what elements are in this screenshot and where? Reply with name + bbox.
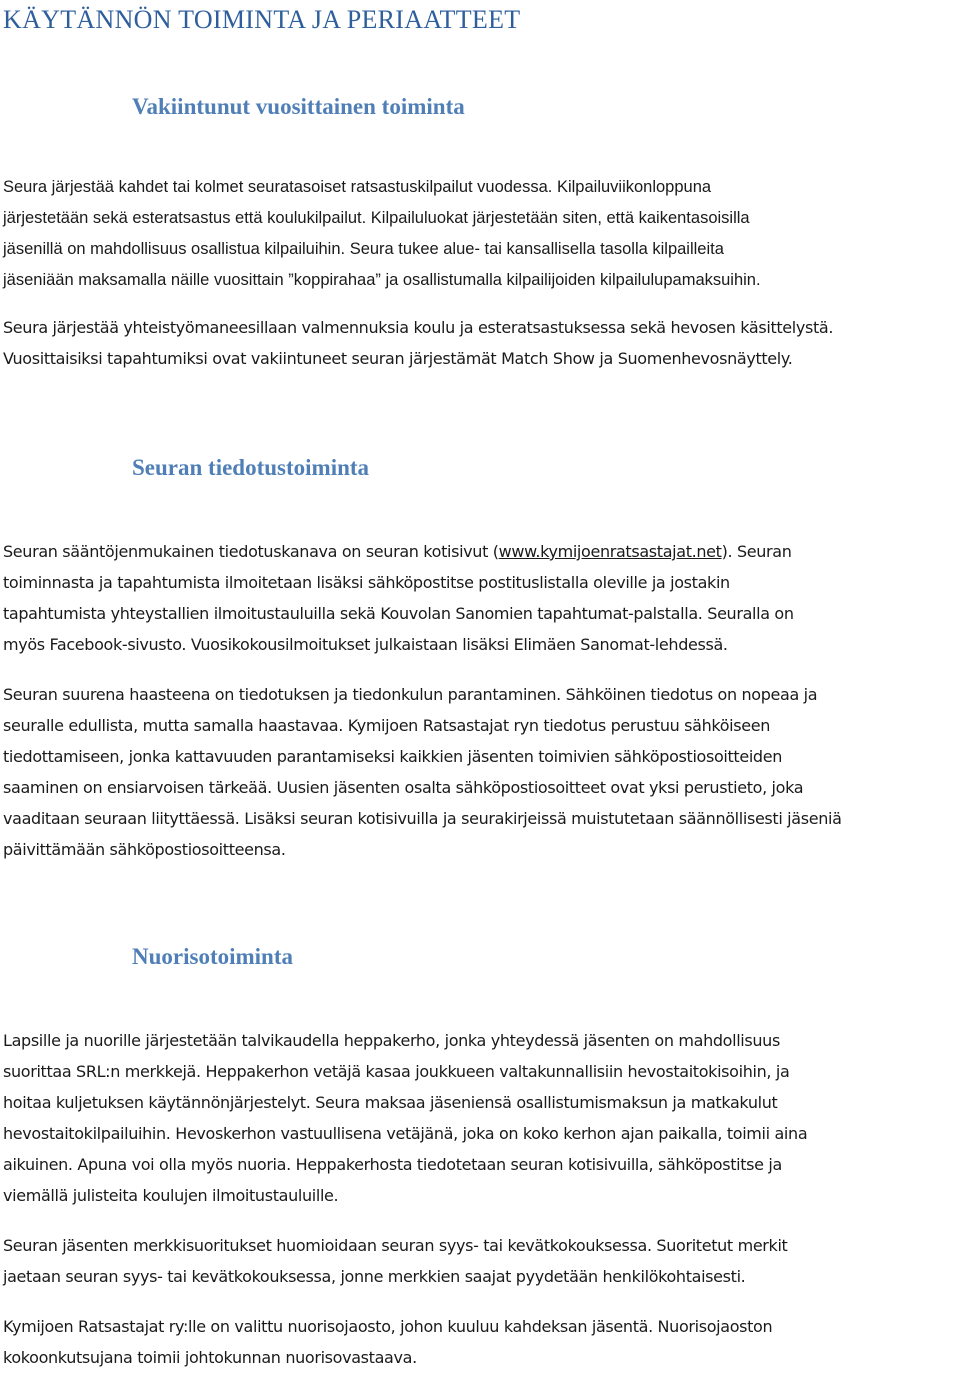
text-line: Seuran jäsenten merkkisuoritukset huomioidaan seuran syys- tai kevätkokouksessa. Suoritetut merkit bbox=[3, 1236, 788, 1255]
section-heading-communications: Seuran tiedotustoiminta bbox=[132, 455, 370, 480]
text-line: järjestetään sekä esteratsastus että koulukilpailut. Kilpailuluokat järjestetään siten, että kaikentasoisilla bbox=[3, 209, 750, 227]
page-title: KÄYTÄNNÖN TOIMINTA JA PERIAATTEET bbox=[3, 5, 521, 34]
text-line: päivittämään sähköpostiosoitteensa. bbox=[3, 840, 286, 859]
text-line: jäsenillä on mahdollisuus osallistua kilpailuihin. Seura tukee alue- tai kansallisella tasolla kilpailleita bbox=[3, 240, 724, 258]
text-segment: Seuran sääntöjenmukainen tiedotuskanava on seuran kotisivut ( bbox=[3, 542, 499, 561]
section-heading-youth-activities: Nuorisotoiminta bbox=[132, 944, 293, 969]
text-line: jäseniään maksamalla näille vuosittain ”koppirahaa” ja osallistumalla kilpailijoiden kilpailulupamaksuihin. bbox=[3, 271, 761, 289]
text-line: Lapsille ja nuorille järjestetään talvikaudella heppakerho, jonka yhteydessä jäsenten on mahdollisuus bbox=[3, 1031, 780, 1050]
paragraph-youth-committee bbox=[3, 1311, 960, 1373]
text-line: Seura järjestää kahdet tai kolmet seuratasoiset ratsastuskilpailut vuodessa. Kilpailuviikonloppuna bbox=[3, 178, 712, 196]
text-line: tapahtumista yhteystallien ilmoitustauluilla sekä Kouvolan Sanomien tapahtumat-palstalla. Seuralla on bbox=[3, 604, 794, 623]
text-line: saaminen on ensiarvoisen tärkeää. Uusien jäsenten osalta sähköpostiosoitteet ovat yksi perustieto, joka bbox=[3, 778, 804, 797]
text-line: seuralle edullista, mutta samalla haastavaa. Kymijoen Ratsastajat ryn tiedotus perustuu sähköiseen bbox=[3, 716, 771, 735]
paragraph-communication-channels bbox=[3, 536, 960, 660]
paragraph-competitions bbox=[3, 172, 960, 296]
text-segment: ). Seuran bbox=[721, 542, 792, 561]
paragraph-badges bbox=[3, 1230, 960, 1292]
text-line: Kymijoen Ratsastajat ry:lle on valittu nuorisojaosto, johon kuuluu kahdeksan jäsentä. Nuorisojaoston bbox=[3, 1317, 773, 1336]
text-line: viemällä julisteita koulujen ilmoitustauluille. bbox=[3, 1186, 339, 1205]
text-line: Seuran suurena haasteena on tiedotuksen ja tiedonkulun parantaminen. Sähköinen tiedotus on nopeaa ja bbox=[3, 685, 818, 704]
text-line: toiminnasta ja tapahtumista ilmoitetaan lisäksi sähköpostitse postituslistalla oleville ja jostakin bbox=[3, 573, 730, 592]
text-line: aikuinen. Apuna voi olla myös nuoria. Heppakerhosta tiedotetaan seuran kotisivuilla, sähköpostitse ja bbox=[3, 1155, 782, 1174]
text-line: hoitaa kuljetuksen käytännönjärjestelyt. Seura maksaa jäseniensä osallistumismaksun ja matkakulut bbox=[3, 1093, 778, 1112]
text-line: hevostaitokilpailuihin. Hevoskerhon vastuullisena vetäjänä, joka on koko kerhon ajan paikalla, toimii aina bbox=[3, 1124, 808, 1143]
text-line: tiedottamiseen, jonka kattavuuden parantamiseksi kaikkien jäsenten toimivien sähköpostiosoitteiden bbox=[3, 747, 783, 766]
text-line bbox=[3, 536, 960, 567]
text-line: Seura järjestää yhteistyömaneesillaan valmennuksia koulu ja esteratsastuksessa sekä hevosen käsittelystä. bbox=[3, 318, 834, 337]
paragraph-pony-club bbox=[3, 1025, 960, 1211]
section-heading-annual-activities: Vakiintunut vuosittainen toiminta bbox=[132, 94, 465, 119]
website-link[interactable]: www.kymijoenratsastajat.net bbox=[498, 542, 722, 561]
text-line: suorittaa SRL:n merkkejä. Heppakerhon vetäjä kasaa joukkueen valtakunnallisiin hevostaitokisoihin, ja bbox=[3, 1062, 790, 1081]
text-line: Vuosittaisiksi tapahtumiksi ovat vakiintuneet seuran järjestämät Match Show ja Suomenhevosnäyttely. bbox=[3, 349, 793, 368]
text-line: kokoonkutsujana toimii johtokunnan nuorisovastaava. bbox=[3, 1348, 417, 1367]
text-line: jaetaan seuran syys- tai kevätkokouksessa, jonne merkkien saajat pyydetään henkilökohtaisesti. bbox=[3, 1267, 746, 1286]
text-line: myös Facebook-sivusto. Vuosikokousilmoitukset julkaistaan lisäksi Elimäen Sanomat-lehdessä. bbox=[3, 635, 728, 654]
text-line: vaaditaan seuraan liityttäessä. Lisäksi seuran kotisivuilla ja seurakirjeissä muistutetaan säännöllisesti jäseniä bbox=[3, 809, 842, 828]
paragraph-coaching-events bbox=[3, 312, 960, 374]
paragraph-communication-challenges bbox=[3, 679, 960, 865]
